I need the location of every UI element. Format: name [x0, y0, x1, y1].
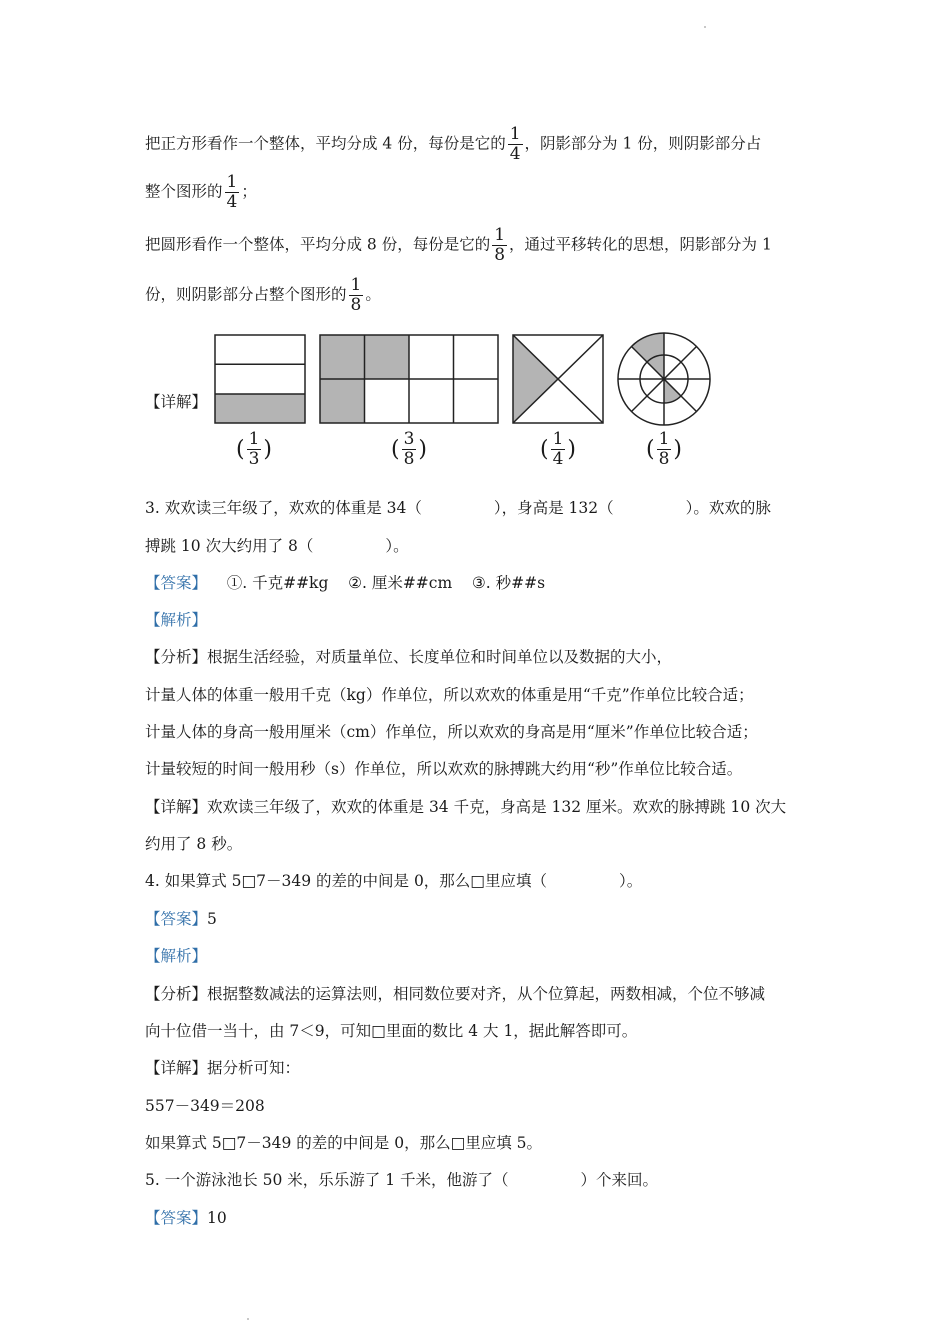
answer-text: 5 [207, 910, 217, 928]
text: ）个来回。 [580, 1171, 659, 1189]
text: ），身高是 132（ [493, 499, 614, 517]
text: 搏跳 10 次大约用了 8（ [145, 537, 314, 555]
q5-answer [145, 1208, 227, 1228]
fraction-denominator: 4 [552, 449, 564, 469]
detail-tag: 【详解】 [145, 1059, 208, 1077]
intro-line-2 [145, 173, 257, 212]
fraction-denominator: 8 [494, 245, 506, 265]
fraction-numerator: 1 [226, 172, 238, 192]
fraction-denominator: 8 [658, 449, 670, 469]
fraction [349, 276, 364, 315]
rectangle-eighths-figure [318, 333, 500, 425]
q3-jiexi-tag: 【解析】 [145, 611, 208, 629]
q4-line-1 [145, 871, 642, 891]
figure-label: ( $\frac{3}{8}$ ) [391, 429, 428, 469]
q3-detail-2: 约用了 8 秒。 [145, 835, 243, 853]
q4-calc: 557－349＝208 [145, 1097, 265, 1115]
fraction-numerator: 1 [509, 124, 521, 144]
detail-tag: 【详解】 [145, 798, 208, 816]
q3-answer [145, 573, 545, 593]
fraction-denominator: 4 [226, 192, 238, 212]
scan-dot [704, 26, 706, 28]
intro-line-4 [145, 276, 381, 315]
q4-detail [145, 1058, 300, 1078]
shaded-cell [320, 379, 365, 423]
figure-detail-tag: 【详解】 [145, 393, 208, 411]
text: 3. 欢欢读三年级了，欢欢的体重是 34（ [145, 499, 422, 517]
answer-text: ①. 千克##kg ②. 厘米##cm ③. 秒##s [207, 574, 546, 592]
q4-jiexi-tag: 【解析】 [145, 947, 208, 965]
scan-dot [247, 1318, 249, 1320]
text: 根据生活经验，对质量单位、长度单位和时间单位以及数据的大小， [207, 648, 673, 666]
shaded-third [215, 394, 305, 423]
shaded-cell [365, 335, 410, 379]
text: ，通过平移转化的思想，阴影部分为 1 [509, 235, 772, 254]
q4-analysis-2: 向十位借一当十，由 7＜9，可知□里面的数比 4 大 1，据此解答即可。 [145, 1022, 638, 1040]
fraction [225, 173, 240, 212]
square-quarters-figure [511, 333, 605, 425]
figure-label: ( $\frac{1}{4}$ ) [540, 429, 577, 469]
circle-eighths-figure [614, 329, 714, 429]
fraction [492, 226, 507, 265]
text: 份，则阴影部分占整个图形的 [145, 285, 347, 304]
text: 据分析可知： [207, 1059, 301, 1077]
rectangle-thirds-figure [213, 333, 307, 425]
q3-analysis [145, 647, 672, 667]
q5-line-1 [145, 1170, 658, 1190]
answer-tag: 【答案】 [145, 1209, 208, 1227]
answer-text: 10 [207, 1209, 227, 1227]
fraction [508, 125, 523, 164]
text: 5. 一个游泳池长 50 米，乐乐游了 1 千米，他游了（ [145, 1171, 509, 1189]
fraction-numerator: 1 [494, 225, 506, 245]
text: 。 [365, 285, 381, 304]
q4-analysis [145, 984, 765, 1004]
answer-tag: 【答案】 [145, 910, 208, 928]
analysis-tag: 【分析】 [145, 985, 208, 1003]
fraction-denominator: 3 [248, 449, 260, 469]
fraction-numerator: 1 [658, 429, 670, 449]
q3-line-1 [145, 498, 771, 518]
answer-tag: 【答案】 [145, 574, 208, 592]
q4-conclusion: 如果算式 5□7－349 的差的中间是 0，那么□里应填 5。 [145, 1134, 543, 1152]
fraction-denominator: 8 [403, 449, 415, 469]
q3-analysis-4: 计量较短的时间一般用秒（s）作单位，所以欢欢的脉搏跳大约用“秒”作单位比较合适。 [145, 760, 743, 778]
text: ）。欢欢的脉 [685, 499, 771, 517]
text: 整个图形的 [145, 182, 223, 201]
fraction-numerator: 1 [350, 275, 362, 295]
q3-analysis-3: 计量人体的身高一般用厘米（cm）作单位，所以欢欢的身高是用“厘米”作单位比较合适； [145, 723, 758, 741]
text: 4. 如果算式 5□7－349 的差的中间是 0，那么□里应填（ [145, 872, 547, 890]
q3-analysis-2: 计量人体的体重一般用千克（kg）作单位，所以欢欢的体重是用“千克”作单位比较合适； [145, 686, 754, 704]
intro-line-3 [145, 226, 772, 265]
fraction-denominator: 4 [509, 144, 521, 164]
fraction-denominator: 8 [350, 295, 362, 315]
figure-label: ( $\frac{1}{8}$ ) [646, 429, 683, 469]
text: 把正方形看作一个整体，平均分成 4 份，每份是它的 [145, 134, 506, 153]
fraction-numerator: 1 [552, 429, 564, 449]
figure-label: ( $\frac{1}{3}$ ) [236, 429, 273, 469]
q3-detail [145, 797, 786, 817]
text: ； [241, 182, 257, 201]
fraction-numerator: 1 [248, 429, 260, 449]
text: 把圆形看作一个整体，平均分成 8 份，每份是它的 [145, 235, 491, 254]
text: ）。 [385, 537, 409, 555]
intro-line-1 [145, 125, 761, 164]
text: ，阴影部分为 1 份，则阴影部分占 [524, 134, 762, 153]
analysis-tag: 【分析】 [145, 648, 208, 666]
q3-line-2 [145, 536, 409, 556]
q4-answer [145, 909, 217, 929]
fraction-numerator: 3 [403, 429, 415, 449]
text: ）。 [618, 872, 643, 890]
shaded-cell [320, 335, 365, 379]
shaded-triangle [513, 335, 558, 423]
text: 欢欢读三年级了，欢欢的体重是 34 千克，身高是 132 厘米。欢欢的脉搏跳 10 次大 [207, 798, 787, 816]
text: 根据整数减法的运算法则，相同数位要对齐，从个位算起，两数相减，个位不够减 [207, 985, 766, 1003]
